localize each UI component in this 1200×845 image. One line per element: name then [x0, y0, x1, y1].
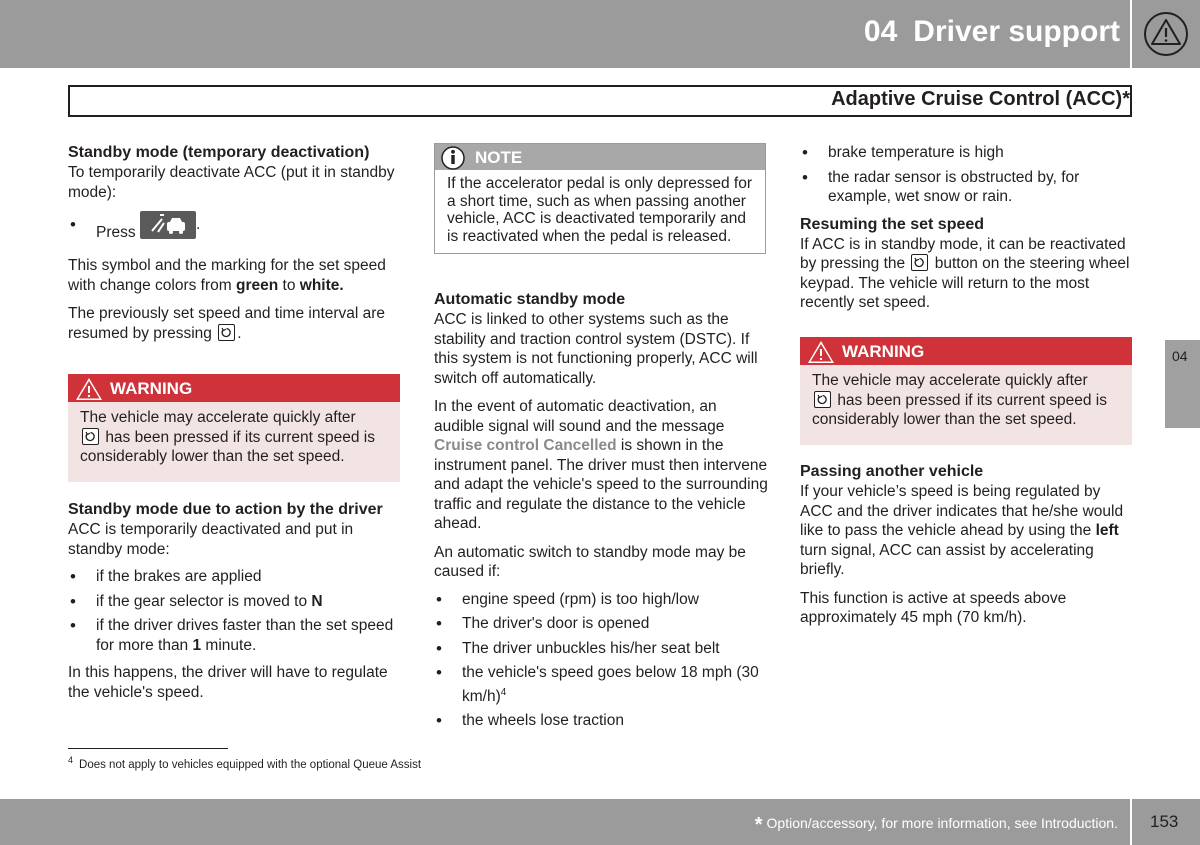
footnote-ref: 4	[500, 686, 507, 698]
text: minute.	[201, 636, 257, 654]
text: is shown in the instrument panel. The driver must then intervene and adapt the vehicle's speed to the surrounding traffic and regulate the distance to the vehicle ahead.	[434, 437, 768, 532]
footnote	[68, 755, 421, 771]
resume-button-icon	[911, 254, 928, 271]
text: This symbol and the marking for the set speed with change colors from	[68, 257, 386, 294]
footer-text: Option/accessory, for more information, see Introduction.	[766, 815, 1118, 831]
section-title: Adaptive Cruise Control (ACC)*	[831, 88, 1130, 110]
text: to	[278, 276, 300, 294]
column-3-lower	[800, 462, 1134, 637]
text: If your vehicle’s speed is being regulated by ACC and the driver indicates that he/she would like to pass the vehicle ahead by using the	[800, 483, 1124, 539]
acc-standby-button-icon	[140, 211, 196, 239]
text: turn signal, ACC can assist by accelerating briefly.	[800, 541, 1094, 578]
chapter-icon-box	[1132, 0, 1200, 68]
standby-causes-list	[68, 567, 402, 655]
list-item: • Press .	[68, 210, 402, 248]
text-white: white.	[299, 276, 344, 294]
list-item: • The driver unbuckles his/her seat belt	[434, 639, 768, 659]
warning-triangle-icon	[74, 376, 104, 402]
text-green: green	[236, 276, 279, 294]
info-icon	[439, 145, 467, 171]
heading-automatic-standby: Automatic standby mode	[434, 291, 626, 308]
text: has been pressed if its current speed is considerably lower than the set speed.	[80, 428, 375, 465]
column-2	[434, 290, 768, 739]
paragraph: ACC is linked to other systems such as the stability and traction control system (DSTC). If this system is not functioning properly, ACC will switch off automatically.	[434, 311, 758, 387]
paragraph: To temporarily deactivate ACC (put it in standby mode):	[68, 164, 395, 201]
heading-resuming-speed: Resuming the set speed	[800, 215, 985, 233]
paragraph	[68, 304, 402, 343]
column-1-lower	[68, 500, 402, 711]
list-item	[434, 663, 768, 706]
press-text: Press	[96, 224, 136, 241]
paragraph: In this happens, the driver will have to regulate the vehicle's speed.	[68, 664, 388, 701]
chapter-title	[864, 15, 1120, 49]
paragraph	[800, 235, 1134, 313]
press-list	[68, 210, 402, 248]
text: if the gear selector is moved to	[96, 592, 312, 610]
footnote-text: Does not apply to vehicles equipped with the optional Queue Assist	[79, 758, 422, 771]
list-item: • brake temperature is high	[800, 143, 1134, 163]
text: If ACC is in standby mode, it can be reactivated by pressing the	[800, 235, 1126, 272]
list-item	[68, 592, 402, 612]
warning-box-2	[800, 337, 1132, 445]
text: The previously set speed and time interval are resumed by pressing	[68, 305, 386, 342]
note-box	[434, 143, 766, 254]
paragraph	[434, 397, 768, 534]
display-message: Cruise control Cancelled	[434, 437, 617, 454]
footnote-rule	[68, 748, 228, 749]
warning-body	[68, 402, 400, 477]
paragraph: An automatic switch to standby mode may be caused if:	[434, 543, 746, 580]
text: has been pressed if its current speed is considerably lower than the set speed.	[812, 391, 1107, 428]
text: button on the steering wheel keypad. The vehicle will return to the most recently set speed.	[800, 255, 1130, 311]
text: .	[237, 324, 242, 342]
paragraph	[68, 256, 402, 295]
list-item: • the wheels lose traction	[434, 711, 768, 731]
list-item: • The driver's door is opened	[434, 614, 768, 634]
list-item: • if the brakes are applied	[68, 567, 402, 587]
chapter-side-tab-label: 04	[1172, 348, 1188, 364]
asterisk: *	[754, 814, 763, 836]
paragraph: ACC is temporarily deactivated and put in standby mode:	[68, 521, 354, 558]
text: if the driver drives faster than the set speed for more than	[96, 617, 394, 654]
heading-passing-vehicle: Passing another vehicle	[800, 463, 984, 480]
text-bold: N	[311, 592, 323, 610]
heading-standby-driver: Standby mode due to action by the driver	[68, 501, 383, 518]
auto-standby-causes-list	[434, 590, 768, 731]
page-number: 153	[1150, 812, 1179, 831]
note-body: If the accelerator pedal is only depressed for a short time, such as when passing another vehicle, ACC is deactivated temporarily and is reactivated when the pedal is released.	[447, 175, 753, 245]
resume-button-icon	[82, 428, 99, 445]
footer-note	[755, 814, 1118, 837]
column-3	[800, 143, 1134, 322]
resume-button-icon	[218, 324, 235, 341]
text: The vehicle may accelerate quickly after	[812, 372, 1088, 389]
list-item	[68, 616, 402, 655]
standby-causes-cont-list	[800, 143, 1134, 207]
warning-header	[68, 374, 400, 402]
list-item: • engine speed (rpm) is too high/low	[434, 590, 768, 610]
text: In the event of automatic deactivation, an audible signal will sound and the message	[434, 398, 725, 435]
text: The vehicle may accelerate quickly after	[80, 409, 356, 426]
column-1	[68, 143, 402, 352]
resume-button-icon	[814, 391, 831, 408]
note-label: NOTE	[475, 148, 523, 167]
warning-triangle-icon	[1132, 0, 1200, 68]
chapter-title-text: Driver support	[913, 15, 1120, 48]
note-header	[435, 144, 765, 170]
text: the vehicle's speed goes below 18 mph (30 km/h)	[462, 664, 759, 705]
chapter-number: 04	[863, 15, 898, 48]
text-bold: 1	[192, 636, 202, 654]
warning-body	[800, 365, 1132, 440]
paragraph: This function is active at speeds above approximately 45 mph (70 km/h).	[800, 589, 1067, 626]
heading-standby-temporary: Standby mode (temporary deactivation)	[68, 144, 370, 161]
warning-label: WARNING	[842, 342, 925, 361]
list-item: • the radar sensor is obstructed by, for example, wet snow or rain.	[800, 168, 1134, 207]
warning-triangle-icon	[806, 339, 836, 365]
footnote-number: 4	[68, 755, 74, 765]
warning-label: WARNING	[110, 379, 193, 398]
paragraph	[800, 482, 1134, 580]
warning-header	[800, 337, 1132, 365]
text-bold: left	[1095, 522, 1119, 539]
warning-box-1	[68, 374, 400, 482]
